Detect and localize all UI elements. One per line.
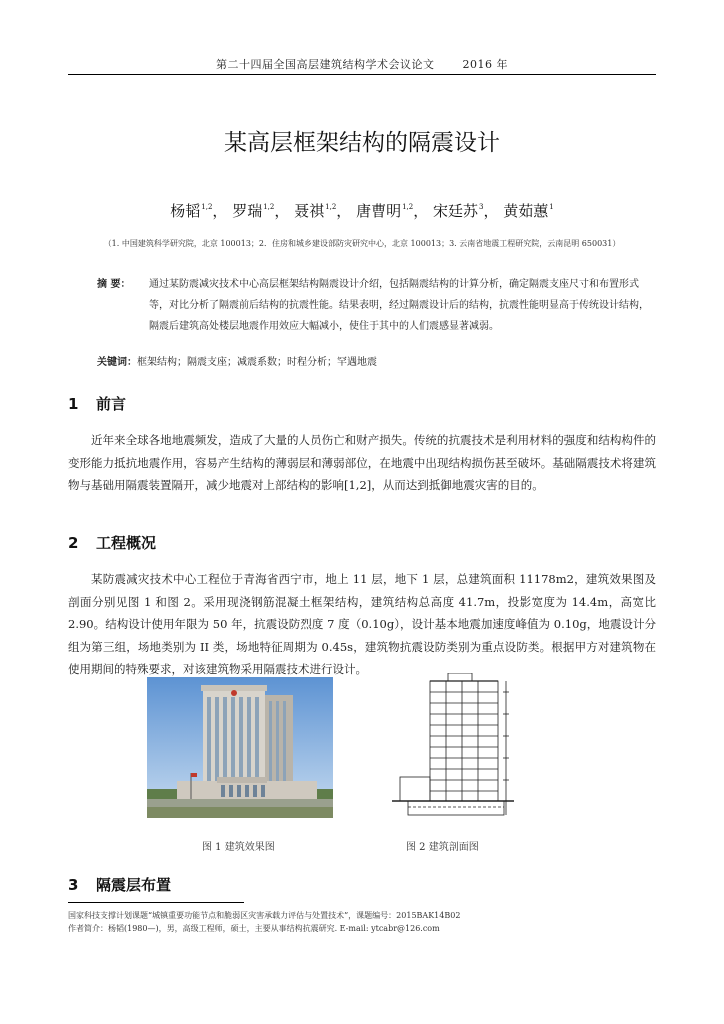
author-affil-mark: 1,2: [325, 203, 337, 211]
footnote-divider: [68, 902, 244, 903]
abstract-label: 摘 要：: [97, 279, 131, 290]
author-affil-mark: 1,2: [263, 203, 275, 211]
author-affil-mark: 1,2: [402, 203, 414, 211]
header-year: 2016 年: [462, 58, 508, 71]
affiliations: （1. 中国建筑科学研究院，北京 100013；2．住房和城乡建设部防灾研究中心，北京 100013；3. 云南省地震工程研究院，云南昆明 650031）: [103, 239, 621, 248]
building-section-drawing: [388, 673, 522, 823]
section-number: 3: [68, 876, 79, 894]
page-header: [68, 56, 656, 75]
author-name: 唐曹明: [356, 202, 402, 220]
section-title: 隔震层布置: [96, 876, 172, 894]
keywords-text: 框架结构；隔震支座；减震系数；时程分析；罕遇地震: [137, 357, 377, 368]
section-title: 前言: [96, 395, 127, 413]
author-name: 聂祺: [294, 202, 325, 220]
paper-title: 某高层框架结构的隔震设计: [224, 130, 500, 156]
author-name: 罗瑞: [232, 202, 263, 220]
keywords: [97, 353, 657, 368]
section-heading-3: [68, 874, 171, 895]
author-name: 黄茹蕙: [503, 202, 549, 220]
section-title: 工程概况: [96, 534, 157, 552]
conference-name: 第二十四届全国高层建筑结构学术会议论文: [216, 58, 435, 71]
paragraph-intro: 近年来全球各地地震频发，造成了大量的人员伤亡和财产损失。传统的抗震技术是利用材料的强度和结构构件的变形能力抵抗地震作用，容易产生结构的薄弱层和薄弱部位，在地震中出现结构损伤甚至破坏。基础隔震技术将建筑物与基础用隔震装置隔开，减少地震对上部结构的影响[1,2]，从而达到抵御地震灾害的目的。: [68, 433, 656, 492]
author-name: 杨韬: [170, 202, 201, 220]
section-heading-2: [68, 532, 156, 553]
author-affil-mark: 3: [479, 203, 484, 211]
figure-2-caption: 图 2 建筑剖面图: [406, 842, 479, 853]
author-name: 宋廷苏: [433, 202, 479, 220]
keywords-label: 关键词：: [97, 357, 137, 368]
section-heading-1: [68, 393, 126, 414]
author-affil-mark: 1: [549, 203, 554, 211]
abstract: [97, 274, 657, 337]
footnote-funding: 国家科技支撑计划课题“城镇重要功能节点和脆弱区灾害承载力评估与处置技术”，课题编号：2015BAK14B02: [68, 911, 461, 920]
section-number: 1: [68, 395, 79, 413]
footnote-author: 作者简介：杨韬(1980—)，男，高级工程师，硕士，主要从事结构抗震研究. E-mail: ytcabr@126.com: [68, 924, 440, 933]
abstract-text: 通过某防震减灾技术中心高层框架结构隔震设计介绍，包括隔震结构的计算分析，确定隔震支座尺寸和布置形式等，对比分析了隔震前后结构的抗震性能。结果表明，经过隔震设计后的结构，抗震性能明显高于传统设计结构，隔震后建筑高处楼层地震作用效应大幅减小，使住于其中的人们震感显著减弱。: [149, 279, 649, 332]
paragraph-overview: 某防震减灾技术中心工程位于青海省西宁市，地上 11 层，地下 1 层，总建筑面积 11178m2，建筑效果图及剖面分别见图 1 和图 2。采用现浇钢筋混凝土框架结构，建筑结构总高度 41.7m，投影宽度为 14.4m，高宽比 2.90。结构设计使用年限为 50 年，抗震设防烈度 7 度（0.10g），设计基本地震加速度峰值为 0.10g，地震设计分组为第三组，场地类别为 II 类，场地特征周期为 0.45s，建筑物抗震设防类别为重点设防类。根据甲方对建筑物在使用期间的特殊要求，对该建筑物采用隔震技术进行设计。: [68, 572, 656, 676]
author-affil-mark: 1,2: [201, 203, 213, 211]
building-rendering-image: [147, 677, 333, 818]
section-number: 2: [68, 534, 79, 552]
figure-1-caption: 图 1 建筑效果图: [202, 842, 275, 853]
author-list: 杨韬$^{1,2}$， 罗瑞$^{1,2}$， 聂祺$^{1,2}$， 唐曹明$^{1,2}$， 宋廷苏$^3$， 黄茹蕙$^1$: [170, 202, 554, 220]
